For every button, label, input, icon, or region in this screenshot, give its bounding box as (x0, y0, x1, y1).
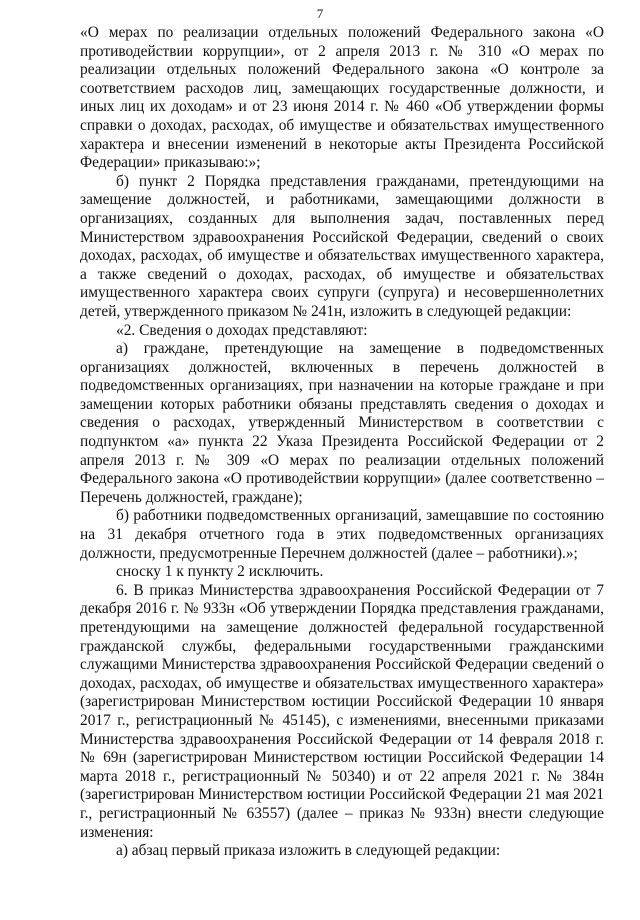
paragraph-footnote-removal: сноску 1 к пункту 2 исключить. (116, 563, 324, 581)
paragraph-item-6-order-933n: 6. В приказ Министерства здравоохранения Российской Федерации от 7 декабря 2016 г. № 933н «Об утверждении Порядка представления гражданами, претендующими на замещение должностей федеральной государственной гражданской службы, федеральными государственными гражданскими служащими Министерства здравоохранения Российской Федерации сведений о доходах, расходах, об имуществе и обязательствах имущественного характера» (зарегистрирован Министерством юстиции Российской Федерации 10 января 2017 г., регистрационный № 45145), с изменениями, внесенными приказами Министерства здравоохранения Российской Федерации от 14 февраля 2018 г. № 69н (зарегистрирован Министерством юстиции Российской Федерации 14 марта 2018 г., регистрационный № 50340) и от 22 апреля 2021 г. № 384н (зарегистрирован Министерством юстиции Российской Федерации 21 мая 2021 г., регистрационный № 63557) (далее – приказ № 933н) внести следующие изменения: (80, 581, 604, 841)
page-number: 7 (316, 6, 324, 21)
paragraph-item-b-point-2: б) пункт 2 Порядка представления гражданами, претендующими на замещение должностей, и работниками, замещающими должности в организациях, созданных для выполнения задач, поставленных перед Министерством здравоохранения Российской Федерации, сведений о своих доходах, расходах, об имуществе и обязательствах имущественного характера, а также сведений о доходах, расходах, об имуществе и обязательствах имущественного характера своих супруги (супруга) и несовершеннолетних детей, утвержденного приказом № 241н, изложить в следующей редакции: (80, 172, 604, 320)
paragraph-point-2-heading: «2. Сведения о доходах представляют: (116, 321, 368, 339)
paragraph-subitem-a-citizens: а) граждане, претендующие на замещение в подведомственных организациях должностей, включенных в перечень должностей в подведомственных организациях, при назначении на которые граждане и при замещении которых работники обязаны представлять сведения о доходах и сведения о расходах, утвержденный Министерством в соответствии с подпунктом «а» пункта 22 Указа Президента Российской Федерации от 2 апреля 2013 г. № 309 «О мерах по реализации отдельных положений Федерального закона «О противодействии коррупции» (далее соответственно – Перечень должностей, граждане); (80, 340, 604, 506)
document-body (80, 24, 604, 861)
paragraph-subitem-b-employees: б) работники подведомственных организаций, замещавшие по состоянию на 31 декабря отчетного года в этих подведомственных организациях должности, предусмотренные Перечнем должностей (далее – работники).»; (80, 507, 604, 562)
paragraph-preamble-continuation: «О мерах по реализации отдельных положений Федерального закона «О противодействии коррупции», от 2 апреля 2013 г. № 310 «О мерах по реализации отдельных положений Федерального закона «О контроле за соответствием расходов лиц, замещающих государственные должности, и иных лиц их доходам» и от 23 июня 2014 г. № 460 «Об утверждении формы справки о доходах, расходах, об имуществе и обязательствах имущественного характера и внесении изменений в некоторые акты Президента Российской Федерации» приказываю:»; (80, 24, 604, 172)
paragraph-item-a-first-clause: а) абзац первый приказа изложить в следующей редакции: (116, 842, 501, 860)
